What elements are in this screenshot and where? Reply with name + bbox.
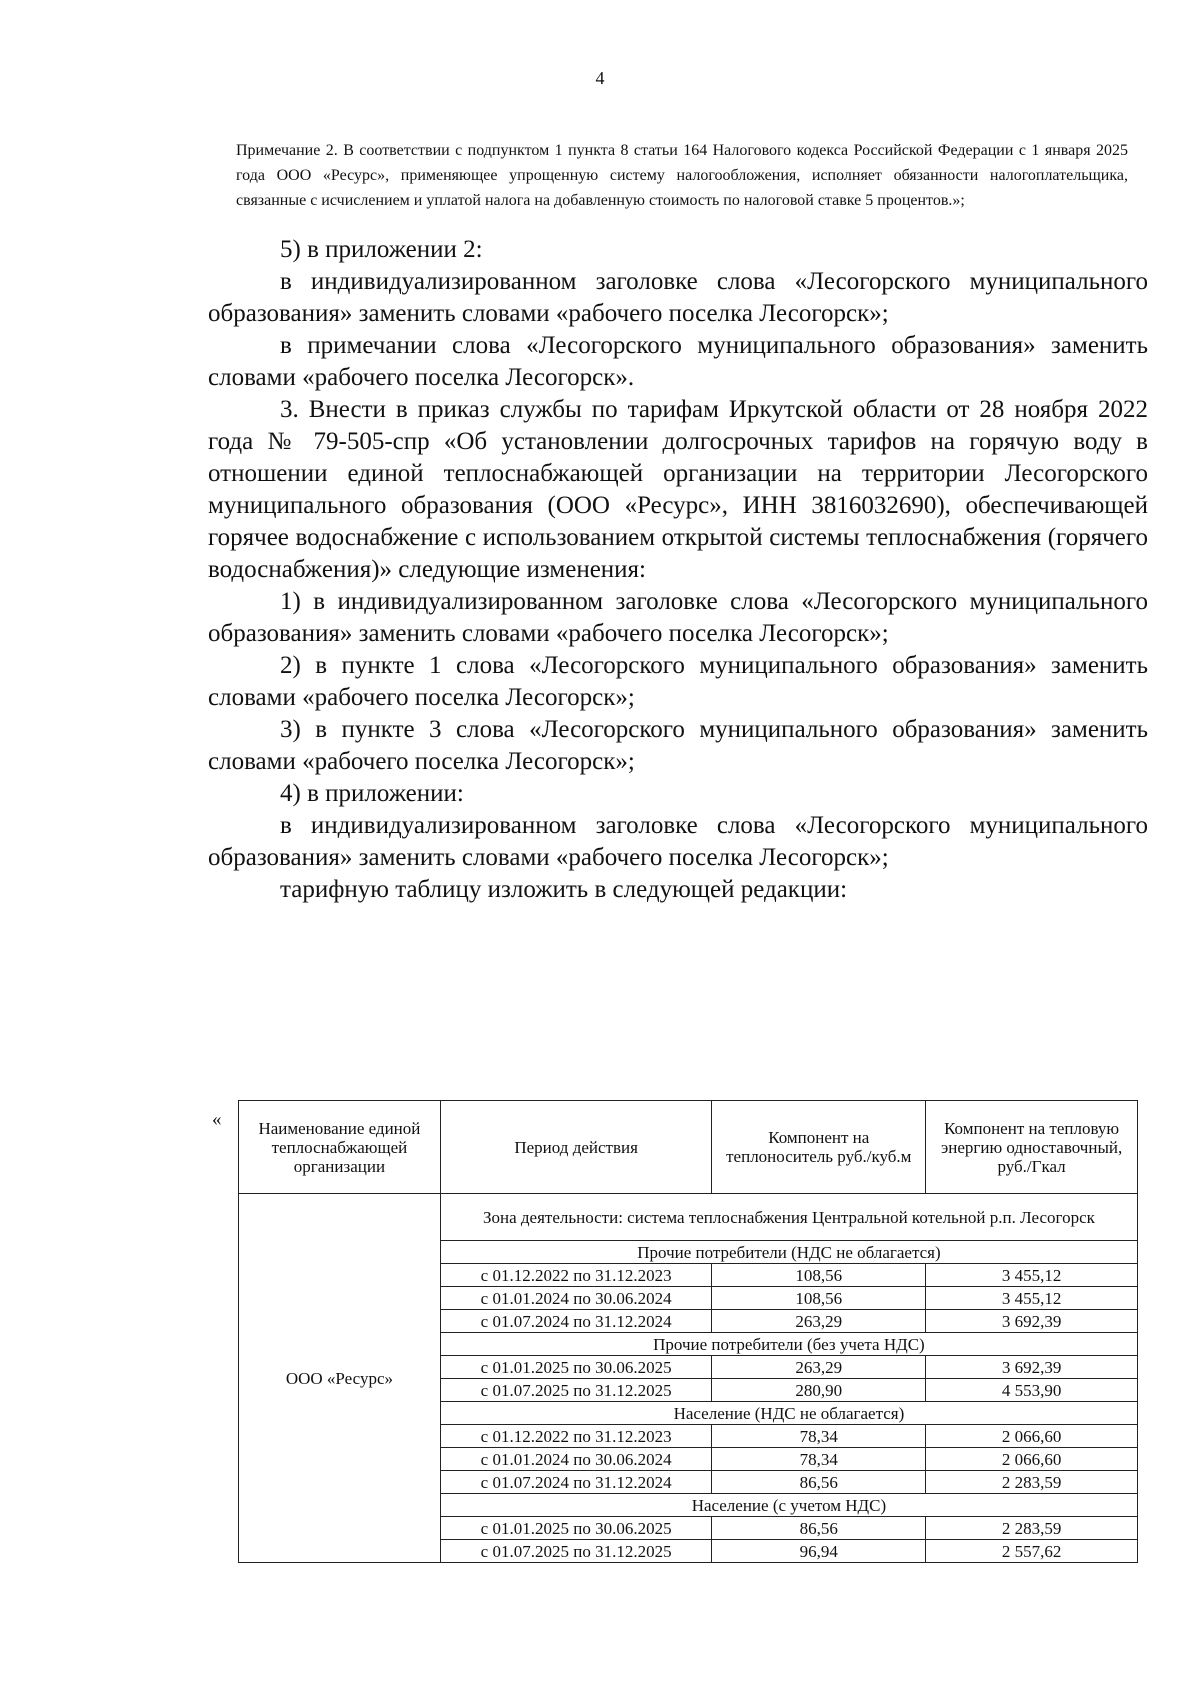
period-cell: с 01.12.2022 по 31.12.2023 bbox=[440, 1425, 712, 1448]
paragraph: 4) в приложении: bbox=[280, 780, 464, 807]
page-number: 4 bbox=[595, 68, 605, 88]
paragraph: в примечании слова «Лесогорского муниципального образования» заменить словами «рабочего поселка Лесогорск». bbox=[208, 332, 1148, 391]
carrier-cell: 78,34 bbox=[712, 1425, 926, 1448]
paragraph: 1) в индивидуализированном заголовке слова «Лесогорского муниципального образования» заменить словами «рабочего поселка Лесогорск»; bbox=[208, 588, 1148, 647]
period-cell: с 01.07.2024 по 31.12.2024 bbox=[440, 1471, 712, 1494]
energy-cell: 3 455,12 bbox=[926, 1287, 1138, 1310]
note-paragraph: Примечание 2. В соответствии с подпунктом 1 пункта 8 статьи 164 Налогового кодекса Российской Федерации с 1 января 2025 года ООО «Ресурс», применяющее упрощенную систему налогообложения, исполняет обязанности налогоплательщика, связанные с исчислением и уплатой налога на добавленную стоимость по налоговой ставке 5 процентов.»; bbox=[236, 142, 1128, 209]
energy-cell: 2 066,60 bbox=[926, 1425, 1138, 1448]
paragraph: в индивидуализированном заголовке слова «Лесогорского муниципального образования» заменить словами «рабочего поселка Лесогорск»; bbox=[208, 812, 1148, 871]
carrier-cell: 263,29 bbox=[712, 1310, 926, 1333]
opening-quote: « bbox=[212, 1109, 222, 1130]
period-cell: с 01.01.2025 по 30.06.2025 bbox=[440, 1356, 712, 1379]
table-header-row bbox=[239, 1101, 1138, 1194]
carrier-cell: 78,34 bbox=[712, 1448, 926, 1471]
carrier-cell: 86,56 bbox=[712, 1517, 926, 1540]
header-organization: Наименование единой теплоснабжающей организации bbox=[239, 1101, 441, 1194]
paragraph: 3. Внести в приказ службы по тарифам Иркутской области от 28 ноября 2022 года № 79-505-спр «Об установлении долгосрочных тарифов на горячую воду в отношении единой теплоснабжающей организации на территории Лесогорского муниципального образования (ООО «Ресурс», ИНН 3816032690), обеспечивающей горячее водоснабжение с использованием открытой системы теплоснабжения (горячего водоснабжения)» следующие изменения: bbox=[208, 396, 1148, 583]
energy-cell: 2 066,60 bbox=[926, 1448, 1138, 1471]
paragraph: тарифную таблицу изложить в следующей редакции: bbox=[280, 876, 848, 903]
period-cell: с 01.01.2025 по 30.06.2025 bbox=[440, 1517, 712, 1540]
energy-cell: 3 692,39 bbox=[926, 1310, 1138, 1333]
group-title: Прочие потребители (без учета НДС) bbox=[440, 1333, 1137, 1356]
group-title: Население (НДС не облагается) bbox=[440, 1402, 1137, 1425]
energy-cell: 4 553,90 bbox=[926, 1379, 1138, 1402]
group-title: Прочие потребители (НДС не облагается) bbox=[440, 1241, 1137, 1264]
body-text bbox=[208, 234, 1148, 906]
carrier-cell: 108,56 bbox=[712, 1287, 926, 1310]
paragraph: 2) в пункте 1 слова «Лесогорского муниципального образования» заменить словами «рабочего поселка Лесогорск»; bbox=[208, 652, 1148, 711]
energy-cell: 2 557,62 bbox=[926, 1540, 1138, 1563]
period-cell: с 01.01.2024 по 30.06.2024 bbox=[440, 1287, 712, 1310]
paragraph: 5) в приложении 2: bbox=[280, 236, 483, 263]
carrier-cell: 96,94 bbox=[712, 1540, 926, 1563]
carrier-cell: 86,56 bbox=[712, 1471, 926, 1494]
zone-cell: Зона деятельности: система теплоснабжения Центральной котельной р.п. Лесогорск bbox=[440, 1194, 1137, 1241]
paragraph: в индивидуализированном заголовке слова «Лесогорского муниципального образования» заменить словами «рабочего поселка Лесогорск»; bbox=[208, 268, 1148, 327]
period-cell: с 01.07.2025 по 31.12.2025 bbox=[440, 1379, 712, 1402]
carrier-cell: 108,56 bbox=[712, 1264, 926, 1287]
organization-cell: ООО «Ресурс» bbox=[239, 1194, 441, 1563]
carrier-cell: 263,29 bbox=[712, 1356, 926, 1379]
energy-cell: 3 455,12 bbox=[926, 1264, 1138, 1287]
tariff-table bbox=[238, 1100, 1138, 1563]
energy-cell: 2 283,59 bbox=[926, 1471, 1138, 1494]
period-cell: с 01.01.2024 по 30.06.2024 bbox=[440, 1448, 712, 1471]
period-cell: с 01.07.2024 по 31.12.2024 bbox=[440, 1310, 712, 1333]
header-energy: Компонент на тепловую энергию одноставочный, руб./Гкал bbox=[926, 1101, 1138, 1194]
period-cell: с 01.07.2025 по 31.12.2025 bbox=[440, 1540, 712, 1563]
header-carrier: Компонент на теплоноситель руб./куб.м bbox=[712, 1101, 926, 1194]
period-cell: с 01.12.2022 по 31.12.2023 bbox=[440, 1264, 712, 1287]
group-title: Население (с учетом НДС) bbox=[440, 1494, 1137, 1517]
carrier-cell: 280,90 bbox=[712, 1379, 926, 1402]
paragraph: 3) в пункте 3 слова «Лесогорского муниципального образования» заменить словами «рабочего поселка Лесогорск»; bbox=[208, 716, 1148, 775]
header-period: Период действия bbox=[440, 1101, 712, 1194]
zone-row bbox=[239, 1194, 1138, 1241]
energy-cell: 3 692,39 bbox=[926, 1356, 1138, 1379]
energy-cell: 2 283,59 bbox=[926, 1517, 1138, 1540]
